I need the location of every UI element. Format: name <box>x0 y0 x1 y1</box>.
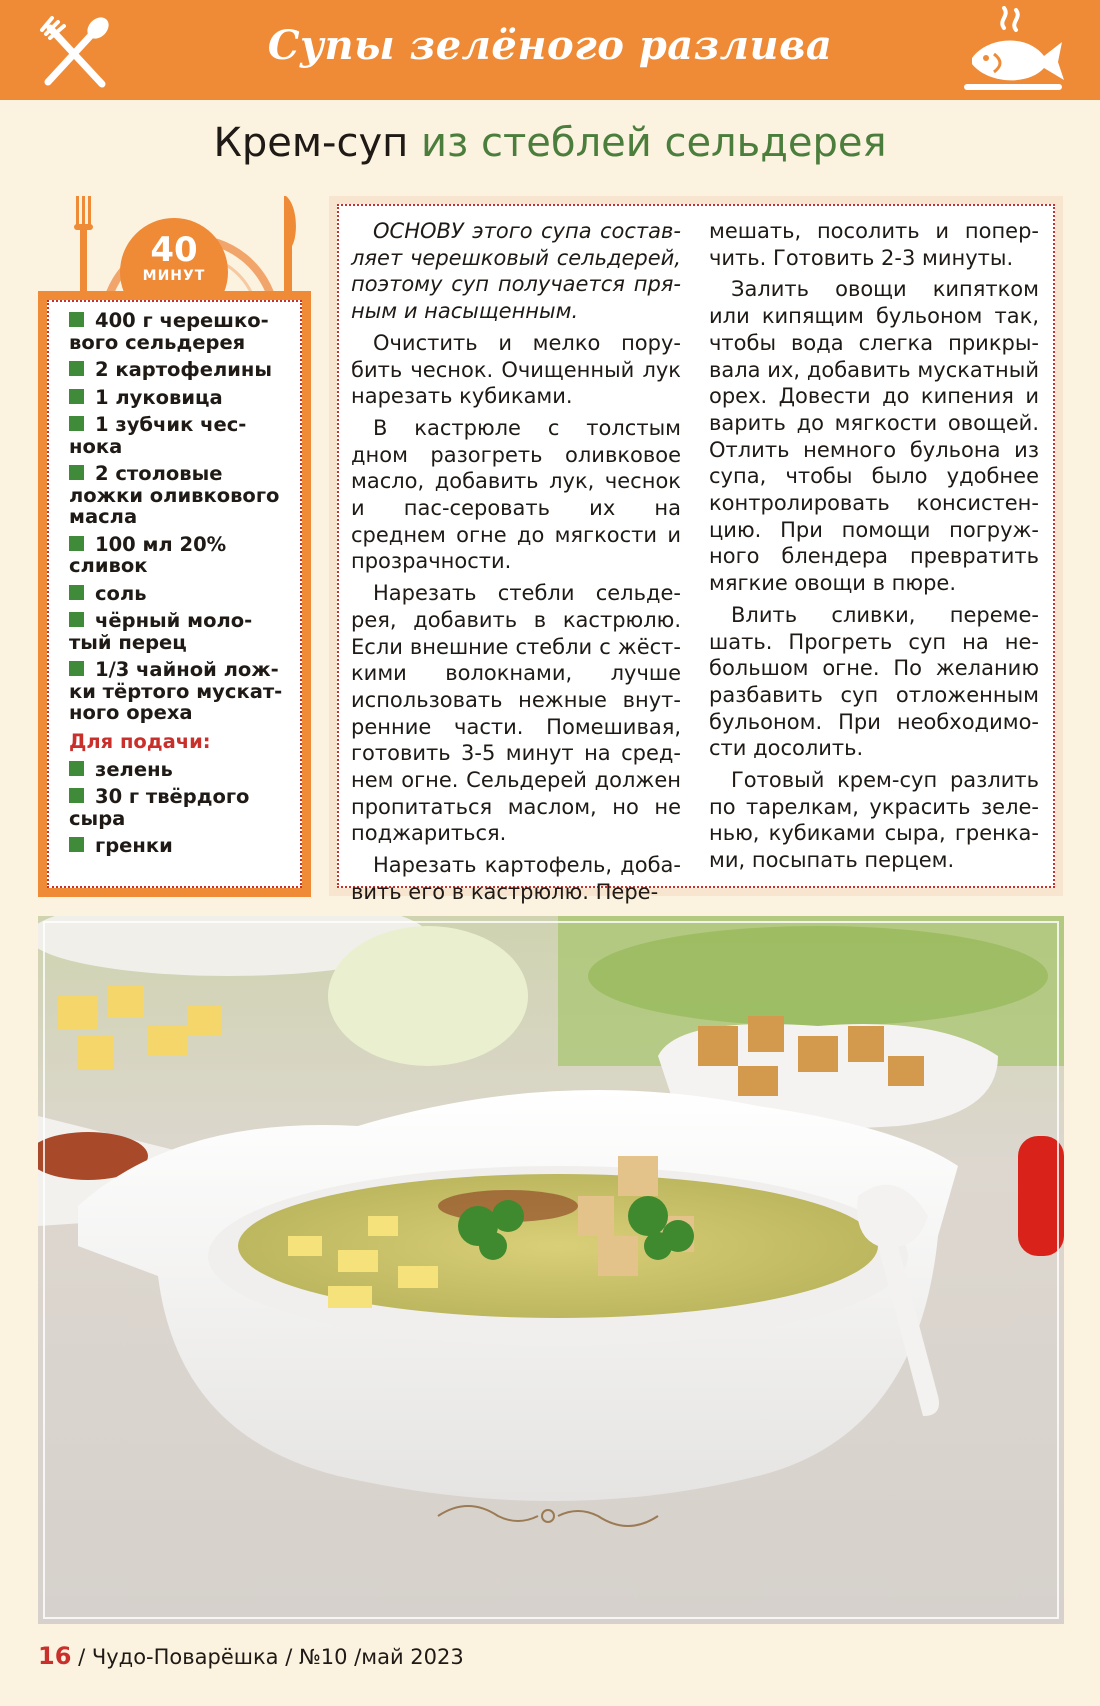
ingredient-item: чёрный моло-тый перец <box>69 609 253 654</box>
fish-dish-icon <box>958 6 1068 94</box>
section-title: Супы зелёного разлива <box>267 22 833 69</box>
ingredient-item: 2 столовые ложки оливкового масла <box>69 462 280 528</box>
square-bullet-icon <box>69 585 84 600</box>
instructions-column-1 <box>351 218 681 911</box>
serving-item: зелень <box>69 759 292 781</box>
serving-item: гренки <box>69 835 292 857</box>
cooking-time-value: 40 <box>150 230 198 270</box>
cooking-time-unit: МИНУТ <box>142 268 206 284</box>
intro-paragraph: ОСНОВУ этого супа состав-ляет черешковый сельдерей, поэтому суп получается пря-ным и насыщенным. <box>351 219 681 324</box>
ingredient-item: 100 мл 20% сливок <box>69 532 227 577</box>
soup-photo <box>38 916 1064 1624</box>
ingredient-item: 1/3 чайной лож-ки тёртого мускат-ного ореха <box>69 658 283 724</box>
square-bullet-icon <box>69 788 84 803</box>
square-bullet-icon <box>69 536 84 551</box>
step-paragraph: Нарезать картофель, доба-вить его в кастрюлю. Пере- <box>351 853 681 904</box>
square-bullet-icon <box>69 661 84 676</box>
ingredient-item: соль <box>69 583 292 605</box>
serving-label: Для подачи: <box>69 729 211 753</box>
recipe-title-main: Крем-суп <box>213 120 409 166</box>
step-paragraph: Влить сливки, переме-шать. Прогреть суп на не-большом огне. По желанию разбавить суп отложенным бульоном. При необходимо-сти досолить. <box>709 602 1039 761</box>
square-bullet-icon <box>69 416 84 431</box>
section-header <box>0 0 1100 100</box>
soup-bowl-illustration <box>38 916 1064 1624</box>
page-footer <box>38 1642 464 1670</box>
step-paragraph: Очистить и мелко пору-бить чеснок. Очищенный лук нарезать кубиками. <box>351 330 681 409</box>
ingredient-item: 2 картофелины <box>69 359 292 381</box>
ingredient-item: 1 зубчик чес-нока <box>69 413 247 458</box>
square-bullet-icon <box>69 361 84 376</box>
square-bullet-icon <box>69 389 84 404</box>
recipe-title <box>0 120 1100 166</box>
page-number: 16 <box>38 1642 72 1670</box>
step-paragraph: мешать, посолить и попер-чить. Готовить 2-3 минуты. <box>709 219 1039 270</box>
serving-item: 30 г твёрдого сыра <box>69 785 250 830</box>
square-bullet-icon <box>69 837 84 852</box>
square-bullet-icon <box>69 312 84 327</box>
ingredients-inner <box>47 300 302 888</box>
step-paragraph: Готовый крем-суп разлить по тарелкам, украсить зеле-нью, кубиками сыра, гренка-ми, посыпать перцем. <box>709 768 1039 873</box>
step-paragraph: Нарезать стебли сельде-рея, добавить в кастрюлю. Если внешние стебли с жёст-кими волокнами, лучше использовать нежные внут-ренние части. Помешивая, готовить 3-5 минут на сред-нем огне. Сельдерей должен пропитаться маслом, но не поджариться. <box>351 581 681 846</box>
square-bullet-icon <box>69 612 84 627</box>
instructions-column-2 <box>709 218 1039 879</box>
instructions-box <box>329 196 1063 904</box>
serving-list <box>69 759 292 857</box>
step-paragraph: Залить овощи кипятком или кипящим бульоном так, чтобы вода слегка прикры-вала их, добавить мускатный орех. Довести до кипения и варить до мягкости овощей. Отлить немного бульона из супа, чтобы было удобнее контролировать консистен-цию. При помощи погруж-ного блендера превратить мягкие овощи в пюре. <box>709 277 1039 596</box>
ingredients-list <box>69 310 292 724</box>
step-paragraph: В кастрюле с толстым дном разогреть оливковое масло, добавить лук, чеснок и пас-серовать их на среднем огне до мягкости и прозрачности. <box>351 415 681 574</box>
recipe-title-accent: из стеблей сельдерея <box>421 120 887 166</box>
square-bullet-icon <box>69 761 84 776</box>
ingredients-box <box>38 291 311 897</box>
ingredient-item: 1 луковица <box>69 387 292 409</box>
instructions-inner <box>337 204 1055 904</box>
ingredient-item: 400 г черешко-вого сельдерея <box>69 309 269 354</box>
publication-info: / Чудо-Поварёшка / №10 /май 2023 <box>78 1645 464 1669</box>
square-bullet-icon <box>69 465 84 480</box>
